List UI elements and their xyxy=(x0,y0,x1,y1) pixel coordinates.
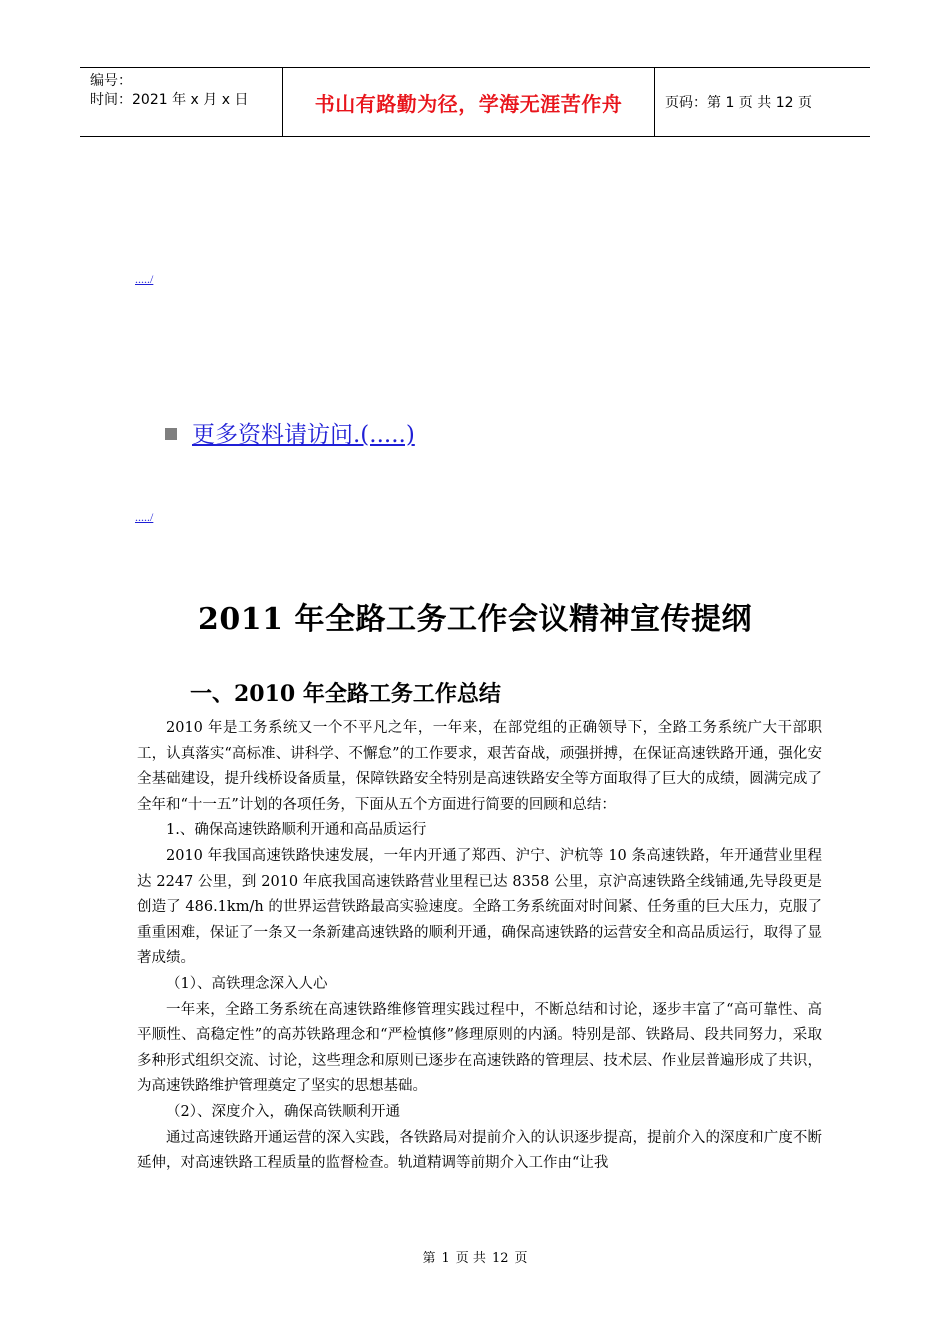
document-title: 2011 年全路工务工作会议精神宣传提纲 xyxy=(198,602,752,637)
footer-page-number: 1 xyxy=(441,1251,450,1266)
header-motto: 书山有路勤为径，学海无涯苦作舟 xyxy=(282,68,655,136)
footer-prefix: 第 xyxy=(422,1251,436,1266)
footer-page-total: 12 xyxy=(491,1251,509,1266)
header-meta xyxy=(80,68,282,136)
bottom-link[interactable]: ...../ xyxy=(135,510,154,524)
header-page-label: 页码：第 1 页 共 12 页 xyxy=(665,95,812,111)
subheading: （2）、深度介入，确保高铁顺利开通 xyxy=(166,1103,400,1120)
date-label: 时间：2021 年 x 月 x 日 xyxy=(90,92,249,108)
paragraph: 通过高速铁路开通运营的深入实践，各铁路局对提前介入的认识逐步提高，提前介入的深度和广度不断延伸，对高速铁路工程质量的监督检查。轨道精调等前期介入工作由“让我 xyxy=(137,1129,822,1172)
paragraph: 2010 年是工务系统又一个不平凡之年，一年来，在部党组的正确领导下，全路工务系统广大干部职工，认真落实“高标准、讲科学、不懈怠”的工作要求，艰苦奋战，顽强拼搏，在保证高速铁路开通，强化安全基础建设，提升线桥设备质量，保障铁路安全特别是高速铁路安全等方面取得了巨大的成绩，圆满完成了全年和“十一五”计划的各项任务，下面从五个方面进行简要的回顾和总结： xyxy=(137,720,822,813)
subheading: （1）、高铁理念深入人心 xyxy=(166,975,328,992)
footer-suffix: 页 xyxy=(514,1251,528,1266)
document-body xyxy=(137,716,822,1177)
footer-mid: 页 共 xyxy=(455,1251,486,1266)
more-info-row xyxy=(165,416,415,449)
section-heading: 一、2010 年全路工务工作总结 xyxy=(190,681,501,707)
number-label: 编号： xyxy=(90,73,132,89)
paragraph: 2010 年我国高速铁路快速发展，一年内开通了郑西、沪宁、沪杭等 10 条高速铁路，年开通营业里程达 2247 公里，到 2010 年底我国高速铁路营业里程已达 8358 公里，京沪高速铁路全线铺通,先导段更是创造了 486.1km/h 的世界运营铁路最高实验速度。全路工务系统面对时间紧、任务重的巨大压力，克服了重重困难，保证了一条又一条新建高速铁路的顺利开通，确保高速铁路的运营安全和高品质运行，取得了显著成绩。 xyxy=(137,847,822,967)
paragraph: 一年来，全路工务系统在高速铁路维修管理实践过程中，不断总结和讨论，逐步丰富了“高可靠性、高平顺性、高稳定性”的高苏铁路理念和“严检慎修”修理原则的内涵。特别是部、铁路局、段共同努力，采取多种形式组织交流、讨论，这些理念和原则已逐步在高速铁路的管理层、技术层、作业层普遍形成了共识，为高速铁路维护管理奠定了坚实的思想基础。 xyxy=(137,1001,822,1095)
subheading: 1.、确保高速铁路顺利开通和高品质运行 xyxy=(166,822,427,839)
page-header xyxy=(80,67,870,137)
square-bullet-icon xyxy=(165,428,177,440)
more-info-link[interactable]: 更多资料请访问.(.....) xyxy=(192,422,415,448)
page-footer xyxy=(0,1247,950,1266)
top-link[interactable]: ...../ xyxy=(135,272,154,286)
